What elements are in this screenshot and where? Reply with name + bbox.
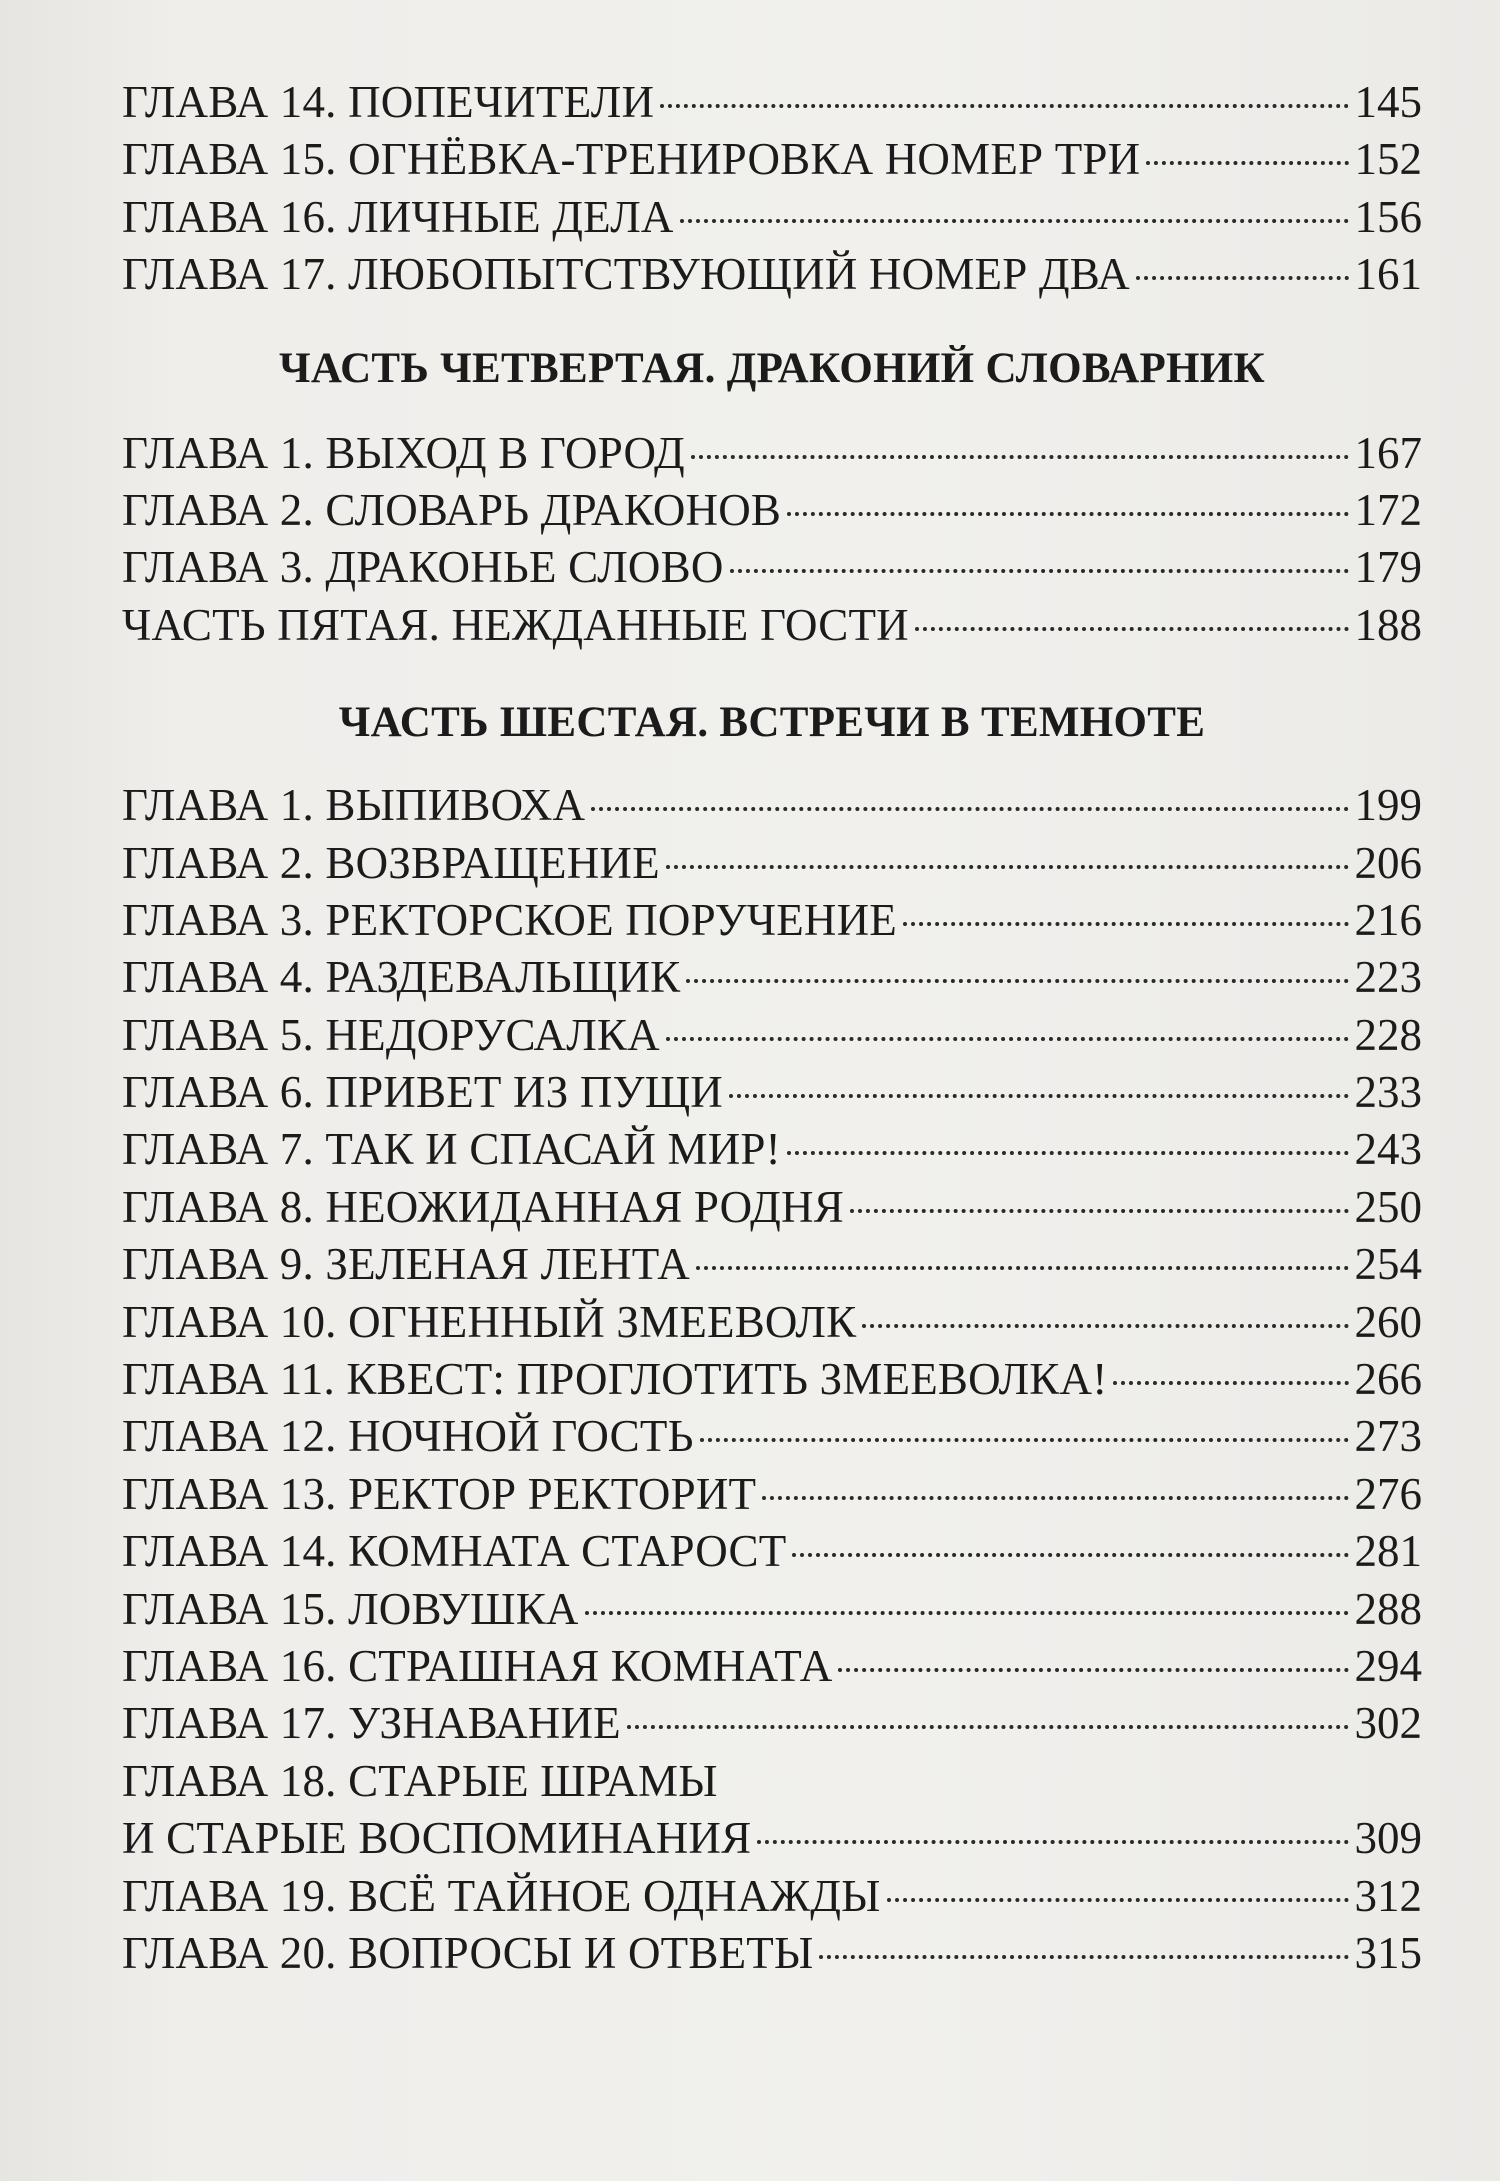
dot-leader bbox=[686, 979, 1348, 983]
table-of-contents bbox=[122, 74, 1422, 1982]
toc-page-number: 276 bbox=[1354, 1468, 1422, 1519]
toc-entry bbox=[122, 892, 1422, 949]
part-heading: ЧАСТЬ ШЕСТАЯ. ВСТРЕЧИ В ТЕМНОТЕ bbox=[338, 699, 1206, 747]
toc-group-part6-end bbox=[122, 1868, 1422, 1983]
dot-leader bbox=[838, 1668, 1348, 1672]
toc-entry bbox=[122, 949, 1422, 1006]
toc-entry bbox=[122, 482, 1422, 539]
toc-entry-title: ГЛАВА 1. ВЫПИВОХА bbox=[122, 780, 586, 831]
dot-leader bbox=[762, 1496, 1348, 1500]
toc-page-number: 223 bbox=[1354, 952, 1422, 1003]
toc-page-number: 294 bbox=[1354, 1640, 1422, 1691]
toc-entry bbox=[122, 1064, 1422, 1121]
toc-page-number: 309 bbox=[1354, 1813, 1422, 1864]
toc-group-part4 bbox=[122, 425, 1422, 655]
toc-page-number: 312 bbox=[1354, 1870, 1422, 1921]
toc-entry-title: ГЛАВА 17. ЛЮБОПЫТСТВУЮЩИЙ НОМЕР ДВА bbox=[122, 249, 1130, 300]
toc-entry bbox=[122, 1695, 1422, 1752]
toc-page-number: 145 bbox=[1354, 77, 1422, 127]
toc-entry bbox=[122, 425, 1422, 482]
dot-leader bbox=[700, 1438, 1349, 1442]
toc-group-part6 bbox=[122, 777, 1422, 1753]
toc-entry bbox=[122, 1351, 1422, 1408]
toc-entry bbox=[122, 1753, 1422, 1810]
toc-entry bbox=[122, 246, 1422, 303]
toc-entry-title: ГЛАВА 1. ВЫХОД В ГОРОД bbox=[122, 427, 685, 478]
toc-entry-title: ГЛАВА 14. КОМНАТА СТАРОСТ bbox=[122, 1526, 787, 1577]
toc-page-number: 273 bbox=[1354, 1411, 1422, 1462]
toc-page-number: 315 bbox=[1354, 1927, 1422, 1978]
dot-leader bbox=[850, 1209, 1349, 1213]
toc-entry bbox=[122, 1179, 1422, 1236]
toc-entry bbox=[122, 1466, 1422, 1523]
toc-entry bbox=[122, 189, 1422, 246]
toc-page-number: 281 bbox=[1354, 1526, 1422, 1577]
toc-entry bbox=[122, 835, 1422, 892]
dot-leader bbox=[819, 1955, 1348, 1959]
toc-entry bbox=[122, 1236, 1422, 1293]
toc-entry-title: ГЛАВА 5. НЕДОРУСАЛКА bbox=[122, 1009, 660, 1060]
dot-leader bbox=[862, 1324, 1348, 1328]
part-heading: ЧАСТЬ ЧЕТВЕРТАЯ. ДРАКОНИЙ СЛОВАРНИК bbox=[279, 344, 1265, 392]
dot-leader bbox=[666, 865, 1349, 869]
dot-leader bbox=[1113, 1381, 1348, 1385]
toc-page-number: 152 bbox=[1354, 134, 1422, 185]
toc-entry-title: ГЛАВА 3. ДРАКОНЬЕ СЛОВО bbox=[122, 542, 724, 593]
dot-leader bbox=[903, 922, 1349, 926]
toc-page-number: 260 bbox=[1354, 1296, 1422, 1347]
toc-entry bbox=[122, 1638, 1422, 1695]
toc-page-number: 206 bbox=[1354, 837, 1422, 888]
toc-page-number: 161 bbox=[1354, 249, 1422, 300]
toc-entry bbox=[122, 1408, 1422, 1465]
toc-page-number: 172 bbox=[1354, 484, 1422, 535]
toc-page-number: 199 bbox=[1354, 780, 1422, 831]
toc-entry-title: ГЛАВА 12. НОЧНОЙ ГОСТЬ bbox=[122, 1411, 694, 1462]
toc-entry bbox=[122, 1581, 1422, 1638]
toc-entry-title: ГЛАВА 14. ПОПЕЧИТЕЛИ bbox=[122, 77, 655, 127]
toc-entry bbox=[122, 1523, 1422, 1580]
dot-leader bbox=[680, 219, 1349, 223]
toc-page-number: 156 bbox=[1354, 191, 1422, 242]
toc-entry bbox=[122, 74, 1422, 131]
toc-entry bbox=[122, 597, 1422, 654]
toc-page-number: 167 bbox=[1354, 427, 1422, 478]
toc-entry bbox=[122, 777, 1422, 834]
toc-entry bbox=[122, 539, 1422, 596]
toc-entry-title: ГЛАВА 2. ВОЗВРАЩЕНИЕ bbox=[122, 837, 660, 888]
toc-entry-title: ГЛАВА 8. НЕОЖИДАННАЯ РОДНЯ bbox=[122, 1181, 844, 1232]
toc-entry-title: ГЛАВА 16. СТРАШНАЯ КОМНАТА bbox=[122, 1640, 833, 1691]
toc-page-number: 179 bbox=[1354, 542, 1422, 593]
toc-page-number: 188 bbox=[1354, 599, 1422, 650]
toc-entry-title: ГЛАВА 11. КВЕСТ: ПРОГЛОТИТЬ ЗМЕЕВОЛКА! bbox=[122, 1354, 1108, 1405]
dot-leader bbox=[696, 1266, 1349, 1270]
dot-leader bbox=[660, 104, 1348, 108]
toc-entry-title: ГЛАВА 18. СТАРЫЕ ШРАМЫ bbox=[122, 1755, 718, 1806]
toc-page-number: 233 bbox=[1354, 1067, 1422, 1118]
toc-page-number: 288 bbox=[1354, 1583, 1422, 1634]
toc-page-number: 243 bbox=[1354, 1124, 1422, 1175]
toc-page-number: 266 bbox=[1354, 1354, 1422, 1405]
dot-leader bbox=[915, 627, 1349, 631]
toc-page-number: 250 bbox=[1354, 1181, 1422, 1232]
toc-entry-title: ГЛАВА 15. ОГНЁВКА-ТРЕНИРОВКА НОМЕР ТРИ bbox=[122, 134, 1141, 185]
toc-entry-title: ГЛАВА 16. ЛИЧНЫЕ ДЕЛА bbox=[122, 191, 674, 242]
toc-entry-title: ЧАСТЬ ПЯТАЯ. НЕЖДАННЫЕ ГОСТИ bbox=[122, 599, 909, 650]
toc-entry bbox=[122, 1007, 1422, 1064]
toc-group-part3-end bbox=[122, 74, 1422, 304]
toc-page-number: 302 bbox=[1354, 1698, 1422, 1749]
toc-entry-title: ГЛАВА 3. РЕКТОРСКОЕ ПОРУЧЕНИЕ bbox=[122, 894, 897, 945]
toc-entry-title: ГЛАВА 10. ОГНЕННЫЙ ЗМЕЕВОЛК bbox=[122, 1296, 857, 1347]
toc-page-number: 216 bbox=[1354, 894, 1422, 945]
toc-entry-title: ГЛАВА 19. ВСЁ ТАЙНОЕ ОДНАЖДЫ bbox=[122, 1870, 881, 1921]
dot-leader bbox=[887, 1898, 1349, 1902]
dot-leader bbox=[1136, 276, 1349, 280]
toc-entry-title: ГЛАВА 15. ЛОВУШКА bbox=[122, 1583, 579, 1634]
toc-entry-title: И СТАРЫЕ ВОСПОМИНАНИЯ bbox=[122, 1813, 752, 1864]
toc-page-number: 228 bbox=[1354, 1009, 1422, 1060]
toc-entry bbox=[122, 1868, 1422, 1925]
dot-leader bbox=[787, 1151, 1349, 1155]
dot-leader bbox=[591, 807, 1348, 811]
toc-entry bbox=[122, 131, 1422, 188]
toc-entry-title: ГЛАВА 20. ВОПРОСЫ И ОТВЕТЫ bbox=[122, 1927, 814, 1978]
toc-entry bbox=[122, 1121, 1422, 1178]
toc-entry-title: ГЛАВА 2. СЛОВАРЬ ДРАКОНОВ bbox=[122, 484, 782, 535]
toc-entry-title: ГЛАВА 13. РЕКТОР РЕКТОРИТ bbox=[122, 1468, 757, 1519]
toc-entry bbox=[122, 1810, 1422, 1867]
dot-leader bbox=[729, 1094, 1349, 1098]
toc-entry-title: ГЛАВА 17. УЗНАВАНИЕ bbox=[122, 1698, 621, 1749]
toc-page-number: 254 bbox=[1354, 1239, 1422, 1290]
dot-leader bbox=[585, 1611, 1349, 1615]
toc-entry-title: ГЛАВА 7. ТАК И СПАСАЙ МИР! bbox=[122, 1124, 781, 1175]
toc-entry-title: ГЛАВА 9. ЗЕЛЕНАЯ ЛЕНТА bbox=[122, 1239, 690, 1290]
dot-leader bbox=[757, 1840, 1348, 1844]
dot-leader bbox=[666, 1037, 1349, 1041]
dot-leader bbox=[691, 455, 1349, 459]
dot-leader bbox=[1146, 161, 1348, 165]
dot-leader bbox=[730, 569, 1349, 573]
dot-leader bbox=[787, 512, 1348, 516]
toc-entry-title: ГЛАВА 4. РАЗДЕВАЛЬЩИК bbox=[122, 952, 681, 1003]
dot-leader bbox=[792, 1553, 1348, 1557]
dot-leader bbox=[627, 1725, 1349, 1729]
toc-entry bbox=[122, 1925, 1422, 1982]
toc-entry bbox=[122, 1294, 1422, 1351]
toc-entry-title: ГЛАВА 6. ПРИВЕТ ИЗ ПУЩИ bbox=[122, 1067, 723, 1118]
